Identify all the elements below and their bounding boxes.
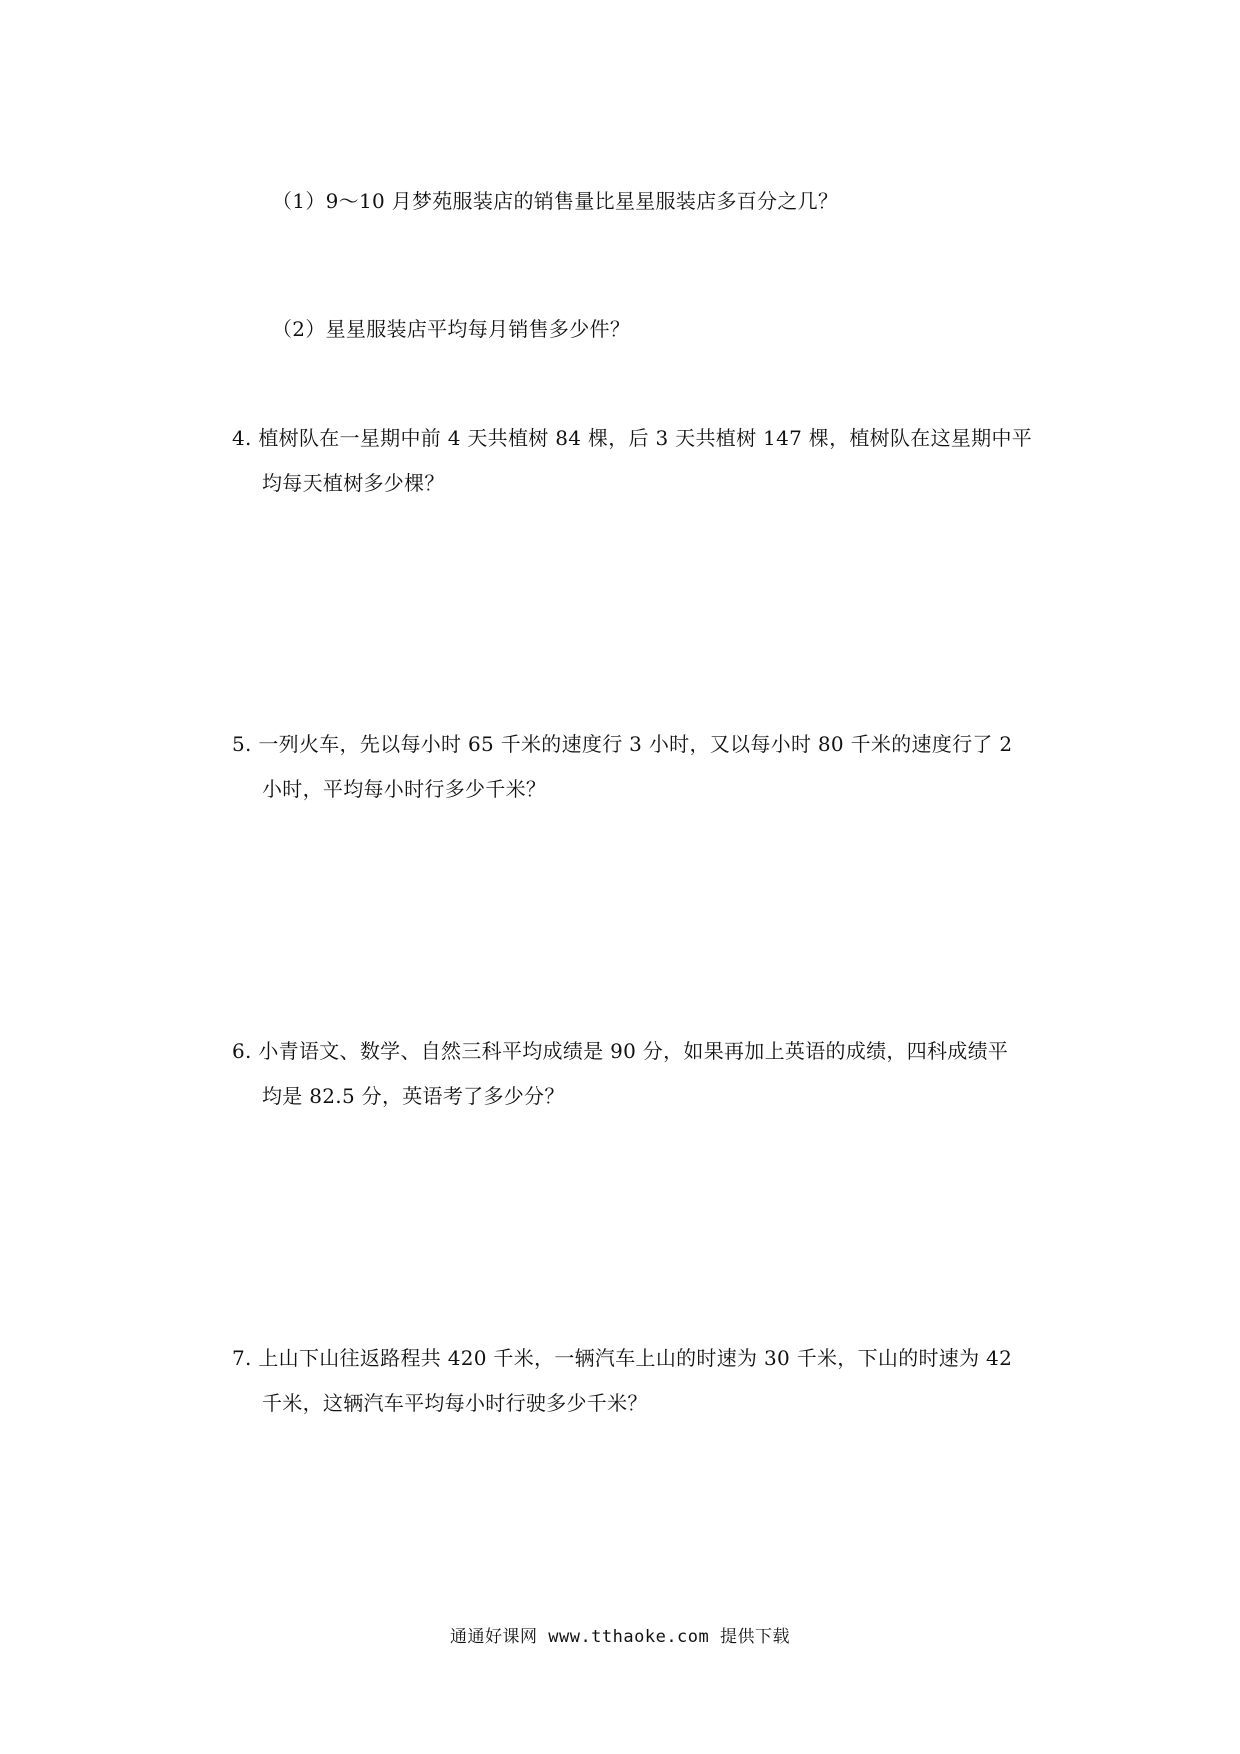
question-7-line-2: 千米，这辆汽车平均每小时行驶多少千米？ <box>262 1391 648 1415</box>
question-7-line-1: 7. 上山下山往返路程共 420 千米，一辆汽车上山的时速为 30 千米，下山的时速为 42 <box>232 1346 1013 1370</box>
question-4-line-1: 4. 植树队在一星期中前 4 天共植树 84 棵，后 3 天共植树 147 棵，植树队在这星期中平 <box>232 426 1033 450</box>
sub-question-2: （2）星星服装店平均每月销售多少件？ <box>272 317 631 341</box>
question-5-line-1: 5. 一列火车，先以每小时 65 千米的速度行 3 小时，又以每小时 80 千米的速度行了 2 <box>232 732 1013 756</box>
question-6-line-2: 均是 82.5 分，英语考了多少分？ <box>262 1084 565 1108</box>
sub-question-1: （1）9～10 月梦苑服装店的销售量比星星服装店多百分之几？ <box>272 189 839 213</box>
question-6-line-1: 6. 小青语文、数学、自然三科平均成绩是 90 分，如果再加上英语的成绩，四科成绩平 <box>232 1039 1009 1063</box>
footer-source-note: 通通好课网 www.tthaoke.com 提供下载 <box>450 1627 790 1647</box>
question-5-line-2: 小时，平均每小时行多少千米？ <box>262 777 547 801</box>
question-4-line-2: 均每天植树多少棵？ <box>262 471 445 495</box>
